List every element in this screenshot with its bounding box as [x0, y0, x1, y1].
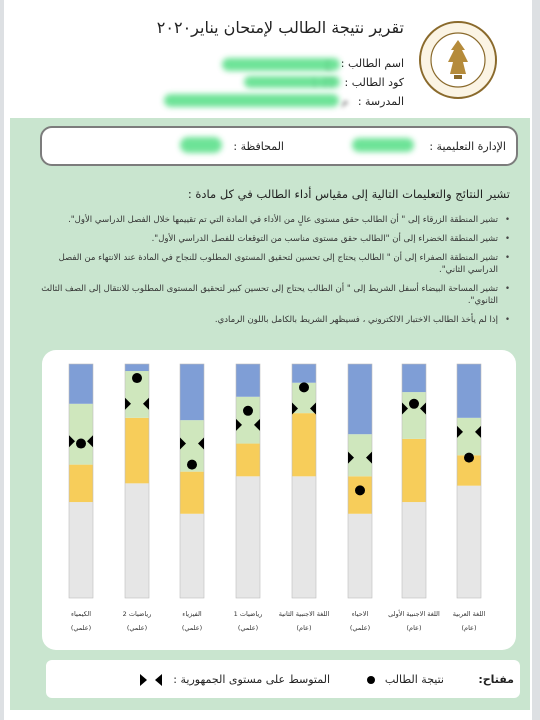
- instruction-blue: • تشير المنطقة الزرقاء إلى " أن الطالب حقق مستوى عالٍ من الأداء في المادة التي تم تقييمها خلال الفصل الدراسي الأول".: [32, 214, 510, 226]
- administration-box: [40, 126, 518, 166]
- bar-segment-white: [125, 483, 149, 598]
- bar-segment-green: [236, 397, 260, 444]
- subject-label: الكيمياء: [70, 610, 92, 618]
- bar-segment-blue: [236, 364, 260, 397]
- administration-label: الإدارة التعليمية :: [429, 140, 506, 153]
- key-student-result-text: نتيجة الطالب: [384, 673, 444, 686]
- subject-track-label: (علمي): [237, 624, 259, 632]
- student-result-dot: [409, 399, 419, 409]
- subject-label: اللغة الاجنبية الثانية: [278, 610, 330, 618]
- instruction-white: • تشير المساحة البيضاء أسفل الشريط إلى " أن الطالب يحتاج إلى تحسين كبير لتحقيق المستوى المطلوب للانتقال إلى الصف الثالث الثانوي".: [32, 283, 510, 307]
- instructions-intro: تشير النتائج والتعليمات التالية إلى مقياس أداء الطالب في كل مادة :: [187, 187, 510, 201]
- governorate-label: المحافظة :: [233, 140, 284, 153]
- bar-segment-yellow: [402, 439, 426, 502]
- bar-segment-yellow: [125, 418, 149, 484]
- student-result-dot: [464, 453, 474, 463]
- instruction-green: • تشير المنطقة الخضراء إلى أن "الطالب حقق مستوى مناسب من التوقعات للفصل الدراسي الأول".: [32, 233, 510, 245]
- subject-track-label: (عام): [461, 624, 477, 632]
- key-student-result: [367, 673, 444, 686]
- subject-label: الفيزياء: [182, 610, 202, 618]
- report-header: [4, 0, 532, 112]
- school-label: المدرسة :: [357, 95, 404, 108]
- subject-label: رياضيات 2: [122, 610, 152, 618]
- bar-segment-yellow: [180, 472, 204, 514]
- student-result-dot: [299, 382, 309, 392]
- bar-segment-green: [457, 418, 481, 455]
- bar-segment-blue: [125, 364, 149, 371]
- bar-segment-yellow: [69, 465, 93, 502]
- report-page: [4, 0, 532, 720]
- bar-segment-blue: [180, 364, 204, 420]
- instruction-yellow: • تشير المنطقة الصفراء إلى أن " الطالب يحتاج إلى تحسين لتحقيق المستوى المطلوب للنجاح في المادة عند الانتهاء من الفصل الدراسي الثاني".: [32, 252, 510, 276]
- bar-segment-yellow: [236, 444, 260, 477]
- redaction-mark: [352, 138, 414, 152]
- bar-segment-yellow: [292, 413, 316, 476]
- redaction-mark: [222, 58, 340, 71]
- student-name-label: اسم الطالب :: [340, 57, 404, 70]
- instructions-list: [32, 214, 510, 333]
- key-national-average: [138, 673, 330, 687]
- instruction-gray: • إذا لم يأخذ الطالب الاختبار الالكتروني ، فسيظهر الشريط بالكامل باللون الرمادي.: [32, 314, 510, 326]
- bar-segment-white: [402, 502, 426, 598]
- subject-label: اللغة الاجنبية الأولى: [388, 610, 440, 618]
- subject-label: اللغة العربية: [452, 610, 486, 618]
- school-value: م: [341, 95, 349, 108]
- subject-track-label: (عام): [296, 624, 312, 632]
- bar-segment-white: [69, 502, 93, 598]
- key-national-average-text: المتوسط على مستوى الجمهورية :: [173, 673, 330, 686]
- student-result-dot: [132, 373, 142, 383]
- ministry-logo: [418, 20, 498, 100]
- redaction-mark: [244, 76, 340, 88]
- chart-key: [46, 660, 520, 698]
- student-result-dot: [355, 485, 365, 495]
- redaction-mark: [164, 94, 339, 107]
- bar-segment-white: [457, 486, 481, 598]
- bar-segment-white: [236, 476, 260, 598]
- student-result-dot: [243, 406, 253, 416]
- bar-segment-blue: [402, 364, 426, 392]
- subject-track-label: (علمي): [126, 624, 148, 632]
- bar-segment-blue: [348, 364, 372, 434]
- bar-segment-white: [292, 476, 316, 598]
- average-marker-icon: [138, 673, 164, 687]
- student-dot-icon: [367, 676, 375, 684]
- bar-segment-blue: [69, 364, 93, 404]
- student-result-dot: [76, 439, 86, 449]
- subjects-chart: [42, 350, 516, 650]
- subject-track-label: (علمي): [181, 624, 203, 632]
- subjects-chart-box: [42, 350, 516, 650]
- subject-track-label: (علمي): [349, 624, 371, 632]
- bar-segment-white: [348, 514, 372, 598]
- subject-label: رياضيات 1: [233, 610, 263, 618]
- bar-segment-blue: [457, 364, 481, 418]
- student-result-dot: [187, 460, 197, 470]
- redaction-mark: [180, 137, 222, 153]
- bar-segment-blue: [292, 364, 316, 383]
- bar-segment-green: [69, 404, 93, 465]
- student-code-label: كود الطالب :: [344, 76, 404, 89]
- school-row: [342, 95, 404, 108]
- report-title: تقرير نتيجة الطالب لإمتحان يناير٢٠٢٠: [156, 18, 404, 37]
- subject-track-label: (علمي): [70, 624, 92, 632]
- subject-track-label: (عام): [406, 624, 422, 632]
- key-label: مفتاح:: [478, 673, 514, 686]
- subject-label: الاحياء: [351, 610, 369, 618]
- bar-segment-white: [180, 514, 204, 598]
